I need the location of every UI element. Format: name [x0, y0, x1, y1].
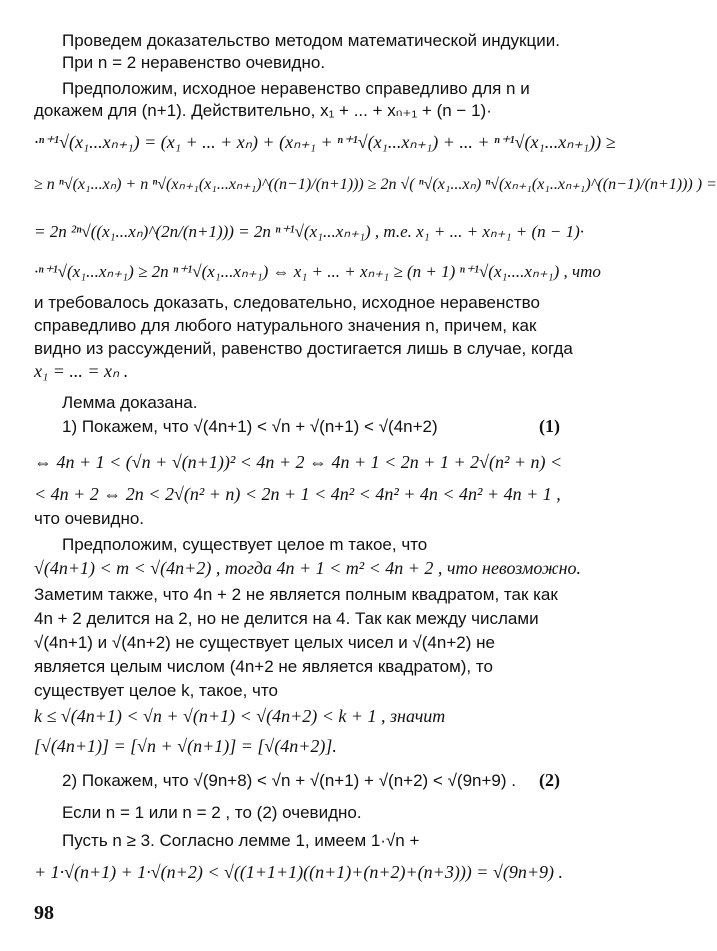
text-line: существует целое k, такое, что — [34, 681, 278, 700]
formula-line: ≥ n ⁿ√(x₁...xₙ) + n ⁿ√(xₙ₊₁(x₁...xₙ₊₁)^((n−1)/(n+1))) ≥ 2n √( ⁿ√(x₁...xₙ) ⁿ√(xₙ₊₁(x₁..xₙ₊₁)^((n−1)/(n+1))) ) = — [34, 176, 717, 193]
text-line: Проведем доказательство методом математической индукции. — [62, 31, 560, 50]
equation-number: (1) — [539, 416, 560, 436]
formula-line: ⇔ 4n + 1 < (√n + √(n+1))² < 4n + 2 ⇔ 4n + 1 < 2n + 1 + 2√(n² + n) < — [34, 452, 563, 472]
text-line: Предположим, существует целое m такое, что — [62, 535, 428, 554]
formula-line: = 2n ²ⁿ√((x₁...xₙ)^(2n/(n+1))) = 2n ⁿ⁺¹√(x₁...xₙ₊₁) , т.е. x₁ + ... + xₙ₊₁ + (n − 1)· — [34, 222, 585, 241]
formula-line: < 4n + 2 ⇔ 2n < 2√(n² + n) < 2n + 1 < 4n² < 4n² + 4n < 4n² + 4n + 1 , — [34, 484, 561, 504]
formula-line: √(4n+1) < m < √(4n+2) , тогда 4n + 1 < m² < 4n + 2 , что невозможно. — [34, 558, 582, 578]
text-line: 2) Покажем, что √(9n+8) < √n + √(n+1) + √(n+2) < √(9n+9) . — [62, 771, 516, 790]
text-line: 1) Покажем, что √(4n+1) < √n + √(n+1) < √(4n+2) — [62, 417, 438, 436]
text-line: видно из рассуждений, равенство достигается лишь в случае, когда — [34, 339, 573, 358]
page-number: 98 — [34, 902, 54, 924]
text-line: При n = 2 неравенство очевидно. — [62, 53, 326, 72]
text-line: что очевидно. — [34, 509, 145, 528]
formula-line: ·ⁿ⁺¹√(x₁...xₙ₊₁) ≥ 2n ⁿ⁺¹√(x₁...xₙ₊₁) ⇔ x₁ + ... + xₙ₊₁ ≥ (n + 1) ⁿ⁺¹√(x₁....xₙ₊₁) , что — [34, 262, 601, 281]
text-line: и требовалось доказать, следовательно, исходное неравенство — [34, 293, 540, 312]
text-line: √(4n+1) и √(4n+2) не существует целых чисел и √(4n+2) не — [34, 633, 495, 652]
formula-line: [√(4n+1)] = [√n + √(n+1)] = [√(4n+2)]. — [34, 736, 337, 756]
formula-line: ·ⁿ⁺¹√(x₁...xₙ₊₁) = (x₁ + ... + xₙ) + (xₙ₊₁ + ⁿ⁺¹√(x₁...xₙ₊₁) + ... + ⁿ⁺¹√(x₁...xₙ₊₁)) ≥ — [34, 132, 616, 152]
text-line: Если n = 1 или n = 2 , то (2) очевидно. — [62, 803, 362, 822]
text-line: 4n + 2 делится на 2, но не делится на 4. Так как между числами — [34, 609, 539, 628]
equation-number: (2) — [539, 770, 560, 790]
formula-line: + 1·√(n+1) + 1·√(n+2) < √((1+1+1)((n+1)+(n+2)+(n+3))) = √(9n+9) . — [34, 862, 563, 882]
text-line: является целым числом (4n+2 не является квадратом), то — [34, 657, 493, 676]
text-line: Лемма доказана. — [62, 393, 198, 412]
text-line: докажем для (n+1). Действительно, x₁ + ... + xₙ₊₁ + (n − 1)· — [34, 101, 492, 120]
text-line: Предположим, исходное неравенство справедливо для n и — [62, 79, 530, 98]
text-line: Пусть n ≥ 3. Согласно лемме 1, имеем 1·√n + — [62, 831, 420, 850]
text-line: Заметим также, что 4n + 2 не является полным квадратом, так как — [34, 585, 558, 604]
text-line: справедливо для любого натурального значения n, причем, как — [34, 316, 537, 335]
formula-line: x₁ = ... = xₙ . — [34, 361, 129, 381]
formula-line: k ≤ √(4n+1) < √n + √(n+1) < √(4n+2) < k + 1 , значит — [34, 706, 446, 726]
